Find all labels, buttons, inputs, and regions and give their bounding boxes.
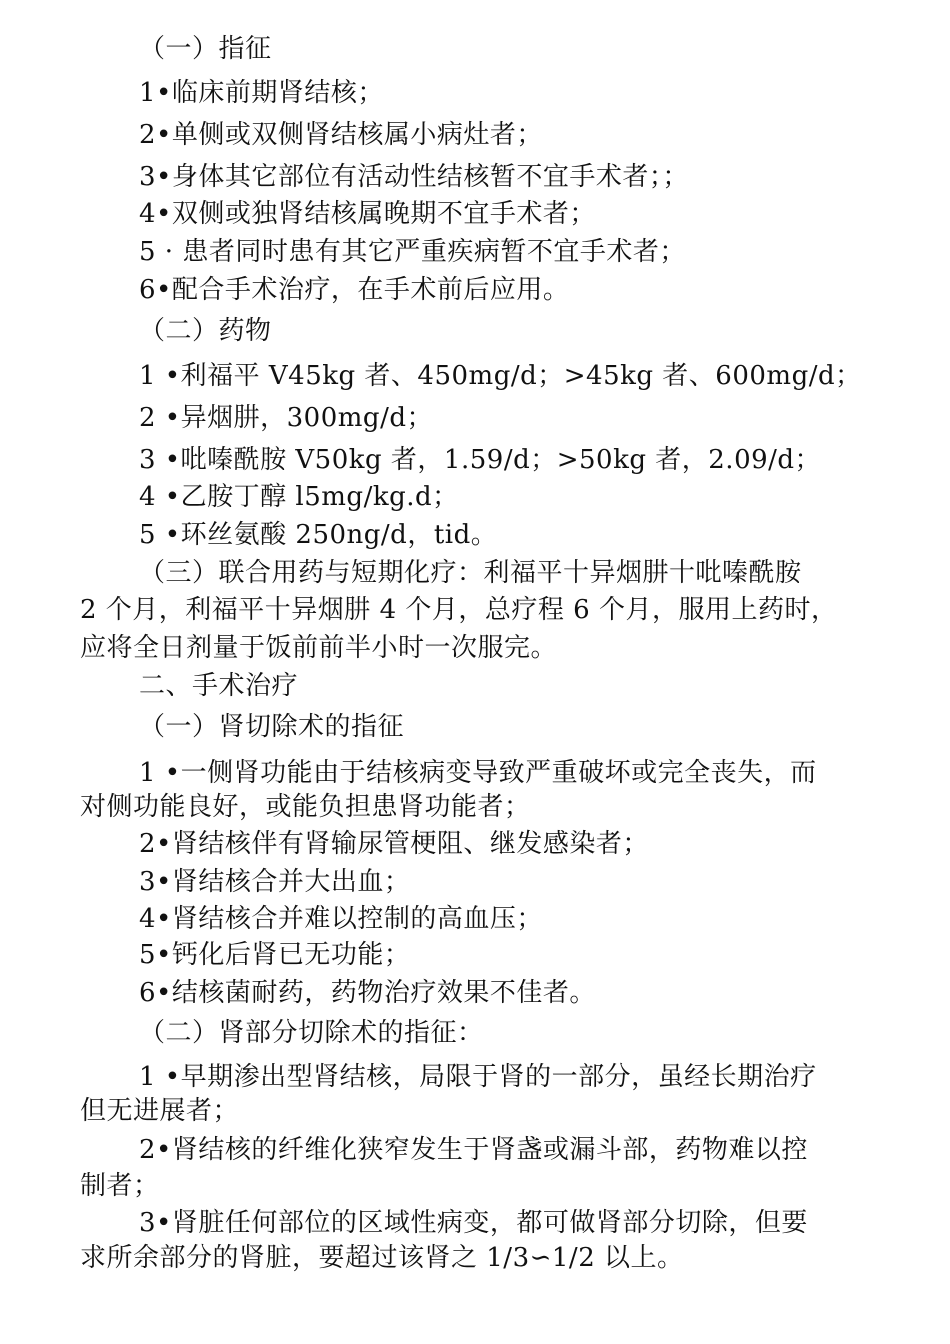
indication-item-3: 3•身体其它部位有活动性结核暂不宜手术者；； (139, 162, 689, 192)
drug-item-2: 2 •异烟肼，300mg/d； (139, 403, 433, 433)
indication-item-1: 1•临床前期肾结核； (139, 78, 384, 108)
paragraph-combination-line-1: （三）联合用药与短期化疗：利福平十异烟肼十吡嗪酰胺 (139, 558, 802, 588)
nephrectomy-item-5: 5•钙化后肾已无功能； (139, 940, 411, 970)
nephrectomy-item-2: 2•肾结核伴有肾输尿管梗阻、继发感染者； (139, 829, 649, 859)
subheading-drugs: （二）药物 (139, 316, 272, 346)
nephrectomy-item-1-line-1: 1 •一侧肾功能由于结核病变导致严重破坏或完全丧失，而 (139, 758, 817, 788)
subheading-nephrectomy: （一）肾切除术的指征 (139, 712, 405, 742)
indication-item-6: 6•配合手术治疗，在手术前后应用。 (139, 275, 570, 305)
drug-item-4: 4 •乙胺丁醇 l5mg/kg.d； (139, 482, 459, 512)
drug-item-1: 1 •利福平 V45kg 者、450mg/d；>45kg 者、600mg/d； (139, 361, 862, 391)
partial-item-3-line-1: 3•肾脏任何部位的区域性病变，都可做肾部分切除，但要 (139, 1208, 808, 1238)
nephrectomy-item-4: 4•肾结核合并难以控制的高血压； (139, 904, 543, 934)
indication-item-5: 5 · 患者同时患有其它严重疾病暂不宜手术者； (139, 237, 686, 267)
indication-item-2: 2•单侧或双侧肾结核属小病灶者； (139, 120, 543, 150)
paragraph-combination-line-2: 2 个月，利福平十异烟肼 4 个月，总疗程 6 个月，服用上药时， (80, 595, 838, 625)
subheading-partial-nephrectomy: （二）肾部分切除术的指征： (139, 1018, 484, 1048)
nephrectomy-item-6: 6•结核菌耐药，药物治疗效果不佳者。 (139, 978, 596, 1008)
partial-item-2-line-2: 制者； (80, 1171, 160, 1201)
partial-item-1-line-1: 1 •早期渗出型肾结核，局限于肾的一部分，虽经长期治疗 (139, 1062, 817, 1092)
section-heading-surgery: 二、手术治疗 (139, 671, 299, 701)
partial-item-3-line-2: 求所余部分的肾脏，要超过该肾之 1/3∽1/2 以上。 (80, 1243, 684, 1273)
nephrectomy-item-1-line-2: 对侧功能良好，或能负担患肾功能者； (80, 792, 531, 822)
partial-item-1-line-2: 但无进展者； (80, 1096, 240, 1126)
partial-item-2-line-1: 2•肾结核的纤维化狭窄发生于肾盏或漏斗部，药物难以控 (139, 1135, 808, 1165)
nephrectomy-item-3: 3•肾结核合并大出血； (139, 867, 411, 897)
indication-item-4: 4•双侧或独肾结核属晚期不宜手术者； (139, 199, 596, 229)
subheading-indications: （一）指征 (139, 34, 272, 64)
paragraph-combination-line-3: 应将全日剂量于饭前前半小时一次服完。 (80, 633, 558, 663)
drug-item-5: 5 •环丝氨酸 250ng/d，tid。 (139, 520, 498, 550)
drug-item-3: 3 •吡嗪酰胺 V50kg 者，1.59/d；>50kg 者，2.09/d； (139, 445, 822, 475)
